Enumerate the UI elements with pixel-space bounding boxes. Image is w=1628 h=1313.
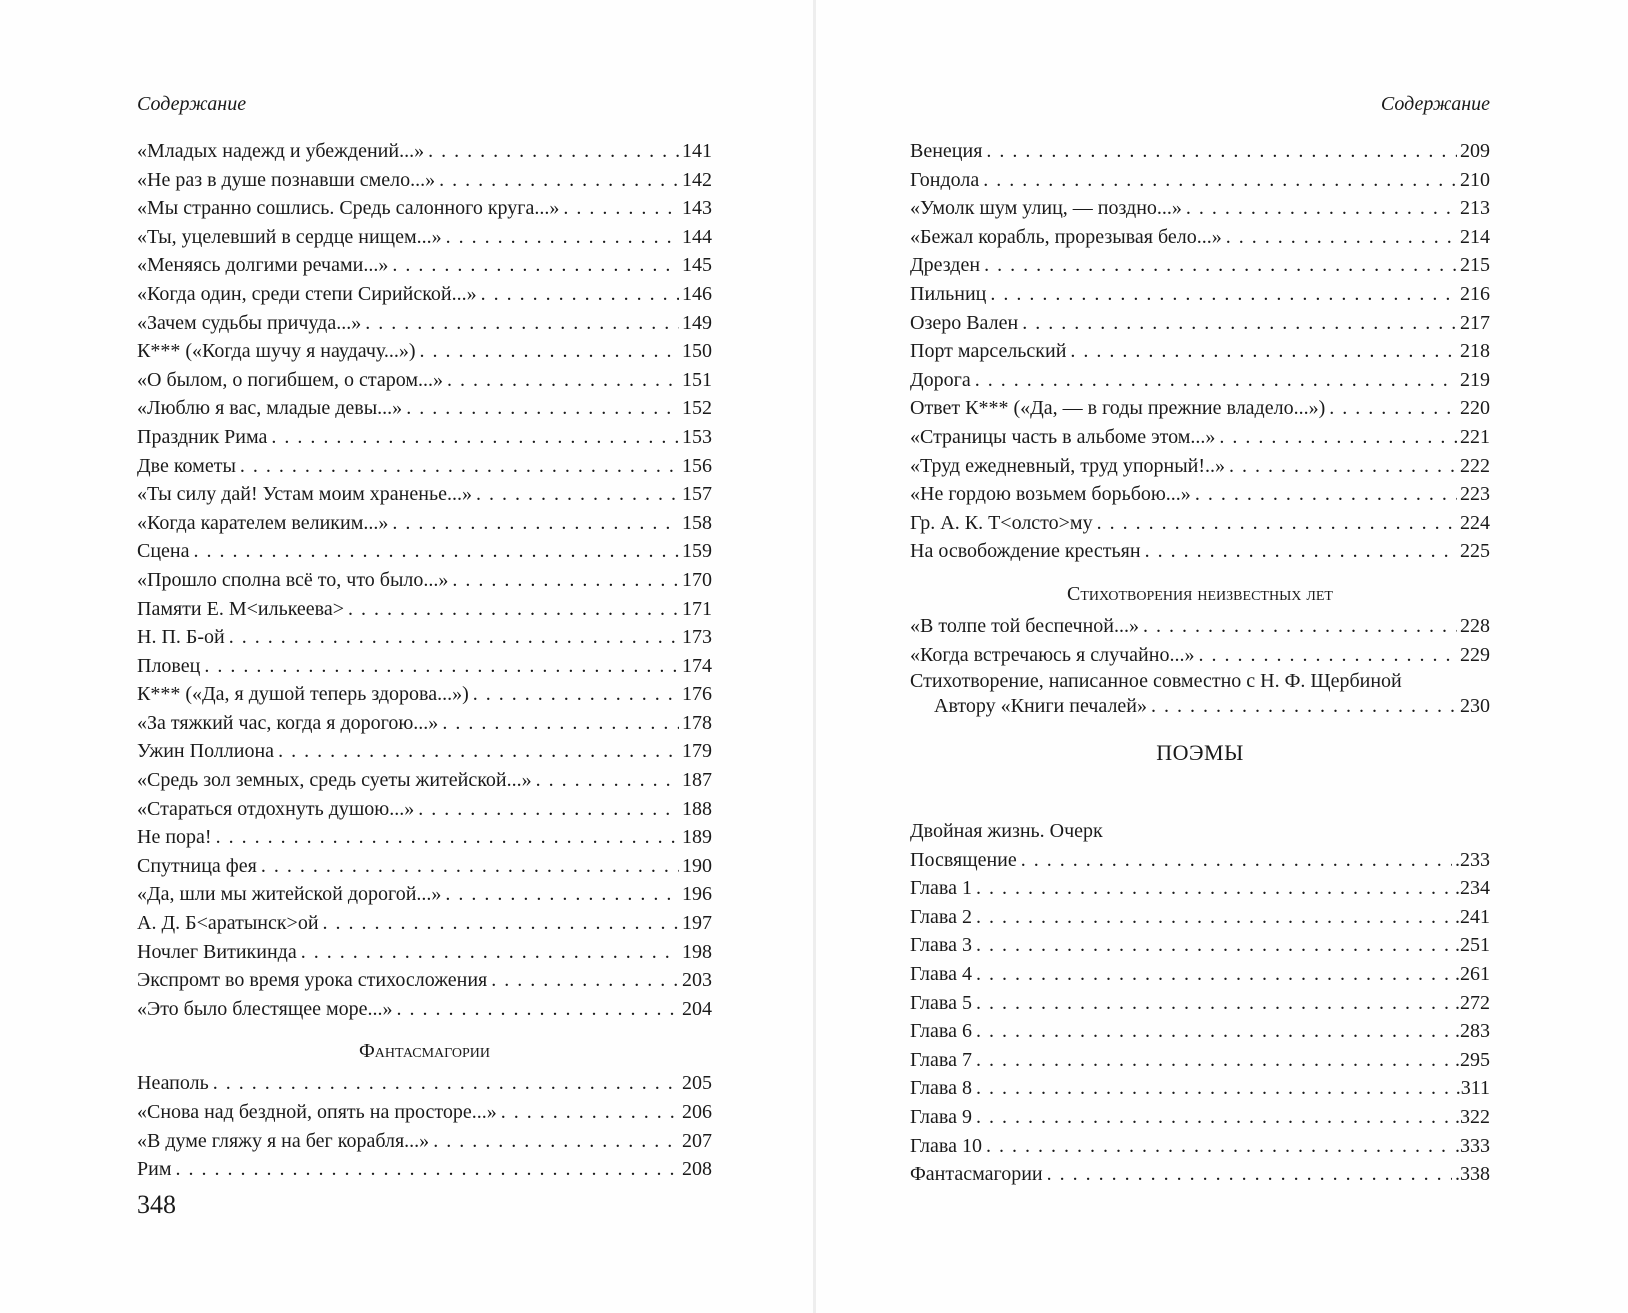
entry-page-number: 198 (682, 940, 712, 963)
dot-leader (976, 1103, 1452, 1132)
entry-title: «Снова над бездной, опять на просторе...» (137, 1101, 497, 1123)
toc-entry[interactable] (137, 1098, 712, 1127)
entry-title-line1: Стихотворение, написанное совместно с Н. Ф. Щербиной (910, 670, 1402, 693)
entry-page-number: 210 (1460, 168, 1490, 191)
entry-title: Глава 3 (910, 934, 972, 957)
entry-page-number: 209 (1460, 140, 1490, 162)
dot-leader (278, 737, 679, 766)
toc-entry[interactable] (910, 612, 1490, 641)
dot-leader (428, 137, 679, 166)
dot-leader (975, 366, 1457, 395)
dot-leader (271, 423, 679, 452)
dot-leader (563, 194, 679, 223)
entry-title: «Зачем судьбы причуда...» (137, 311, 362, 334)
entry-page-number: 158 (682, 511, 712, 534)
toc-entry[interactable] (137, 137, 712, 166)
dot-leader (984, 251, 1457, 280)
entry-page-number: .234 (1455, 877, 1490, 900)
entry-page-number: 222 (1460, 454, 1490, 477)
toc-entry[interactable] (137, 1155, 712, 1184)
dot-leader (445, 880, 679, 909)
entry-page-number: 204 (682, 997, 712, 1020)
dot-leader (473, 680, 679, 709)
entry-title: Праздник Рима (137, 425, 268, 448)
dot-leader (976, 1046, 1452, 1075)
toc-entry[interactable] (137, 566, 712, 595)
entry-title: «Ты, уцелевший в сердце нищем...» (137, 225, 442, 248)
entry-page-number: 215 (1460, 254, 1490, 277)
section-heading-fantasmagorii: Фантасмагории (358, 1040, 491, 1063)
work-title: Двойная жизнь. Очерк (910, 820, 1103, 843)
entry-page-number: 171 (682, 597, 712, 620)
page-number: 348 (137, 1190, 176, 1219)
entry-page-number: 187 (682, 769, 712, 792)
dot-leader (986, 137, 1457, 166)
toc-entry[interactable] (137, 966, 712, 995)
entry-title: «Бежал корабль, прорезывая бело...» (910, 225, 1222, 248)
entry-title: «Когда карателем великим...» (137, 511, 389, 534)
running-head: Содержание (1380, 93, 1490, 115)
toc-entry[interactable] (137, 1069, 712, 1098)
entry-title: К*** («Да, я душой теперь здорова...») (137, 683, 469, 706)
dot-leader (536, 766, 679, 795)
entry-page-number: 219 (1460, 368, 1490, 391)
dot-leader (1226, 223, 1457, 252)
entry-title: «Это было блестящее море...» (137, 997, 393, 1020)
toc-entry[interactable] (137, 480, 712, 509)
toc-entry[interactable] (910, 903, 1490, 932)
entry-title: «О былом, о погибшем, о старом...» (137, 368, 444, 391)
dot-leader (976, 1017, 1452, 1046)
entry-page-number: 214 (1460, 225, 1490, 248)
dot-leader (976, 874, 1452, 903)
toc-entry[interactable] (910, 366, 1490, 395)
entry-title: «Ты силу дай! Устам моим храненье...» (137, 483, 472, 506)
entry-title: Две кометы (137, 454, 236, 477)
entry-page-number: .241 (1455, 905, 1490, 928)
toc-entry[interactable] (137, 1127, 712, 1156)
dot-leader (365, 309, 679, 338)
toc-entry[interactable] (137, 423, 712, 452)
dot-leader (447, 366, 679, 395)
entry-page-number: 188 (682, 797, 712, 820)
entry-title: К*** («Когда шучу я наудачу...») (137, 340, 416, 363)
dot-leader (420, 337, 679, 366)
toc-entry[interactable] (910, 194, 1490, 223)
entry-page-number: 229 (1460, 643, 1490, 666)
entry-title: «Средь зол земных, средь суеты житейской...» (137, 769, 532, 792)
entry-page-number: .311 (1455, 1077, 1490, 1100)
entry-title: Экспромт во время урока стихосложения (137, 969, 488, 992)
dot-leader (1143, 612, 1457, 641)
entry-title: Глава 5 (910, 991, 972, 1014)
entry-title-line2: Автору «Книги печалей» (934, 695, 1148, 718)
entry-page-number: 142 (682, 168, 712, 191)
entry-title: Порт марсельский (910, 340, 1067, 363)
entry-page-number: 224 (1460, 511, 1490, 534)
dot-leader (397, 995, 679, 1024)
toc-entry[interactable] (910, 1017, 1490, 1046)
entry-title: «Не гордою возьмем борьбою...» (910, 483, 1191, 506)
toc-entry[interactable] (910, 960, 1490, 989)
toc-right (910, 137, 1490, 1189)
toc-entry[interactable] (137, 194, 712, 223)
toc-entry[interactable] (910, 874, 1490, 903)
dot-leader (323, 909, 679, 938)
entry-title: «В думе гляжу я на бег корабля...» (137, 1129, 430, 1152)
toc-entry[interactable] (137, 280, 712, 309)
entry-page-number: .322 (1455, 1106, 1490, 1129)
dot-leader (216, 823, 679, 852)
entry-page-number: .333 (1455, 1134, 1490, 1157)
entry-page-number: 213 (1460, 197, 1490, 220)
spacer (910, 566, 1490, 574)
dot-leader (1022, 309, 1457, 338)
entry-title: Глава 1 (910, 877, 972, 900)
entry-page-number: 152 (682, 397, 712, 420)
entry-title: Сцена (137, 540, 190, 563)
dot-leader (976, 1074, 1453, 1103)
toc-entry[interactable] (910, 394, 1490, 423)
dot-leader (1195, 480, 1457, 509)
dot-leader (1151, 693, 1457, 719)
toc-entry[interactable] (910, 480, 1490, 509)
entry-page-number: 190 (682, 854, 712, 877)
dot-leader (406, 394, 679, 423)
toc-entry[interactable] (910, 1132, 1490, 1161)
entry-title: Дорога (910, 368, 971, 391)
dot-leader (481, 280, 679, 309)
toc-entry[interactable] (137, 223, 712, 252)
entry-page-number: 225 (1460, 540, 1490, 563)
toc-entry[interactable] (137, 938, 712, 967)
entry-page-number: 197 (682, 912, 712, 935)
toc-entry[interactable] (910, 452, 1490, 481)
toc-entry[interactable] (910, 1160, 1490, 1189)
toc-entry[interactable] (137, 251, 712, 280)
toc-entries (137, 137, 712, 1023)
entry-page-number: 176 (682, 683, 712, 706)
entry-title: Глава 7 (910, 1048, 972, 1071)
entry-title: Глава 9 (910, 1106, 972, 1129)
toc-entry[interactable] (910, 537, 1490, 566)
entry-title: Фантасмагории (910, 1163, 1043, 1186)
toc-entry[interactable] (910, 641, 1490, 670)
entry-title: Гондола (910, 168, 980, 191)
entry-title: Ночлег Витикинда (137, 940, 297, 963)
entry-page-number: 149 (682, 311, 712, 334)
toc-entry[interactable] (137, 852, 712, 881)
entry-title: Памяти Е. М<илькеева> (137, 597, 345, 620)
entry-page-number: 207 (682, 1129, 712, 1152)
entry-page-number: 159 (682, 540, 712, 563)
entry-title: «Прошло сполна всё то, что было...» (137, 568, 449, 591)
dot-leader (204, 652, 679, 681)
entry-page-number: 206 (682, 1101, 712, 1123)
entry-page-number: 196 (682, 883, 712, 906)
toc-entry[interactable] (137, 737, 712, 766)
entry-page-number: 178 (682, 711, 712, 734)
toc-entry[interactable] (910, 166, 1490, 195)
entry-page-number: 205 (682, 1072, 712, 1095)
entry-title: Рим (137, 1158, 172, 1181)
toc-entry[interactable] (910, 223, 1490, 252)
entry-title: Ответ К*** («Да, — в годы прежние владело...») (910, 397, 1326, 420)
entry-page-number: 170 (682, 568, 712, 591)
dot-leader (1047, 1160, 1452, 1189)
entry-page-number: .283 (1455, 1020, 1490, 1043)
entry-page-number: 174 (682, 654, 712, 677)
dot-leader (983, 166, 1457, 195)
entry-title: «Не раз в душе познавши смело...» (137, 168, 436, 191)
toc-entry[interactable] (910, 423, 1490, 452)
entry-page-number: 218 (1460, 340, 1490, 363)
toc-entry[interactable] (910, 280, 1490, 309)
entry-page-number: 145 (682, 254, 712, 277)
toc-entry[interactable] (910, 989, 1490, 1018)
toc-entry[interactable] (137, 166, 712, 195)
toc-entry[interactable] (137, 537, 712, 566)
running-head: Содержание (137, 93, 247, 115)
entry-page-number: 156 (682, 454, 712, 477)
entry-page-number: 208 (682, 1158, 712, 1181)
entry-title: Пловец (137, 654, 201, 677)
toc-entry[interactable] (137, 452, 712, 481)
spacer (137, 1023, 712, 1031)
entry-title: «Люблю я вас, младые девы...» (137, 397, 403, 420)
section-heading-unknown-years: Стихотворения неизвестных лет (1066, 582, 1333, 605)
dot-leader (392, 251, 679, 280)
entry-page-number: .261 (1455, 963, 1490, 986)
toc-entry[interactable] (137, 595, 712, 624)
toc-entry[interactable] (137, 366, 712, 395)
toc-left (137, 137, 712, 1184)
toc-entry[interactable] (910, 137, 1490, 166)
entry-page-number: 144 (682, 225, 712, 248)
entry-page-number: 221 (1460, 425, 1490, 448)
entry-page-number: 189 (682, 826, 712, 849)
entry-title: Дрезден (910, 254, 981, 277)
toc-entry[interactable] (137, 309, 712, 338)
dot-leader (442, 709, 679, 738)
entry-title-line2-row (910, 693, 1490, 719)
toc-entry-multiline[interactable] (910, 669, 1490, 719)
entry-title: Посвящение (910, 848, 1017, 871)
entry-title: Спутница фея (137, 854, 257, 877)
dot-leader (1097, 509, 1457, 538)
toc-entries-unknown-years (910, 612, 1490, 669)
entry-title: «В толпе той беспечной...» (910, 614, 1140, 637)
entry-title: Гр. А. К. Т<олсто>му (910, 511, 1093, 534)
toc-entry[interactable] (910, 1103, 1490, 1132)
dot-leader (1198, 641, 1457, 670)
dot-leader (976, 903, 1452, 932)
dot-leader (261, 852, 679, 881)
entry-page-number: .338 (1455, 1163, 1490, 1186)
toc-entry[interactable] (137, 337, 712, 366)
entry-page-number: 146 (682, 282, 712, 305)
entry-title: «Младых надежд и убеждений...» (137, 140, 425, 162)
entry-page-number: .233 (1455, 848, 1490, 871)
dot-leader (1329, 394, 1457, 423)
dot-leader (433, 1127, 679, 1156)
entry-page-number: 173 (682, 626, 712, 649)
entry-page-number: 220 (1460, 397, 1490, 420)
dot-leader (1145, 537, 1457, 566)
toc-entry[interactable] (910, 309, 1490, 338)
toc-entry[interactable] (910, 1046, 1490, 1075)
entry-title: Глава 6 (910, 1020, 972, 1043)
dot-leader (392, 509, 679, 538)
entry-title: Пильниц (910, 282, 987, 305)
toc-entry[interactable] (137, 880, 712, 909)
entry-page-number: 228 (1460, 614, 1490, 637)
entry-title: Н. П. Б-ой (137, 626, 225, 649)
toc-entry[interactable] (910, 846, 1490, 875)
dot-leader (990, 280, 1457, 309)
toc-entry[interactable] (910, 931, 1490, 960)
entry-title: А. Д. Б<аратынск>ой (137, 912, 319, 935)
entry-page-number: 203 (682, 969, 712, 992)
entry-title: Глава 2 (910, 905, 972, 928)
toc-entry[interactable] (910, 337, 1490, 366)
toc-entry[interactable] (137, 680, 712, 709)
dot-leader (446, 223, 679, 252)
dot-leader (229, 623, 679, 652)
dot-leader (213, 1069, 679, 1098)
toc-entry[interactable] (910, 1074, 1490, 1103)
entry-title: «Умолк шум улиц, — поздно...» (910, 197, 1182, 220)
entry-page-number: 143 (682, 197, 712, 220)
toc-entry[interactable] (137, 652, 712, 681)
entry-page-number: 153 (682, 425, 712, 448)
toc-entries-poems (910, 846, 1490, 1189)
entry-title: «Меняясь долгими речами...» (137, 254, 389, 277)
toc-entry[interactable] (910, 509, 1490, 538)
section-heading-poems: ПОЭМЫ (1156, 740, 1244, 766)
dot-leader (175, 1155, 679, 1184)
entry-title: Ужин Поллиона (137, 740, 275, 763)
entry-title: «Мы странно сошлись. Средь салонного круга...» (137, 197, 560, 220)
dot-leader (194, 537, 680, 566)
entry-title: На освобождение крестьян (910, 540, 1141, 563)
entry-page-number: 216 (1460, 282, 1490, 305)
entry-title: Глава 10 (910, 1134, 982, 1157)
dot-leader (301, 938, 679, 967)
entry-title: Озеро Вален (910, 311, 1019, 334)
entry-page-number: .272 (1455, 991, 1490, 1014)
entry-title: «Труд ежедневный, труд упорный!..» (910, 454, 1226, 477)
right-page (816, 0, 1628, 1313)
entry-title: Не пора! (137, 826, 212, 849)
dot-leader (1021, 846, 1452, 875)
toc-entry[interactable] (137, 995, 712, 1024)
entry-page-number: .295 (1455, 1048, 1490, 1071)
entry-title: «Да, шли мы житейской дорогой...» (137, 883, 442, 906)
toc-entry[interactable] (137, 394, 712, 423)
dot-leader (986, 1132, 1452, 1161)
toc-entry[interactable] (137, 909, 712, 938)
dot-leader (976, 960, 1452, 989)
dot-leader (1070, 337, 1457, 366)
spacer (910, 789, 1490, 817)
dot-leader (348, 595, 679, 624)
entry-page-number: 217 (1460, 311, 1490, 334)
toc-entry[interactable] (137, 766, 712, 795)
entry-title: «Стараться отдохнуть душою...» (137, 797, 415, 820)
entry-page-number: .251 (1455, 934, 1490, 957)
entry-page-number: 157 (682, 483, 712, 506)
left-page (0, 0, 813, 1313)
dot-leader (976, 931, 1452, 960)
entry-title: «За тяжкий час, когда я дорогою...» (137, 711, 439, 734)
toc-entries (910, 137, 1490, 566)
toc-entry[interactable] (137, 509, 712, 538)
entry-page-number: 230 (1460, 695, 1490, 718)
toc-entry[interactable] (137, 623, 712, 652)
entry-page-number: 179 (682, 740, 712, 763)
dot-leader (501, 1098, 679, 1127)
toc-entry[interactable] (137, 795, 712, 824)
toc-entries-fantasmagorii (137, 1069, 712, 1183)
dot-leader (1186, 194, 1457, 223)
entry-title: Глава 8 (910, 1077, 972, 1100)
dot-leader (418, 795, 679, 824)
toc-entry[interactable] (910, 251, 1490, 280)
dot-leader (976, 989, 1452, 1018)
entry-page-number: 141 (682, 140, 712, 162)
entry-page-number: 151 (682, 368, 712, 391)
entry-title: «Страницы часть в альбоме этом...» (910, 425, 1216, 448)
entry-page-number: 150 (682, 340, 712, 363)
entry-title: «Когда один, среди степи Сирийской...» (137, 282, 477, 305)
dot-leader (476, 480, 679, 509)
dot-leader (1219, 423, 1457, 452)
dot-leader (240, 452, 679, 481)
toc-entry[interactable] (137, 709, 712, 738)
entry-title: Неаполь (137, 1072, 209, 1095)
entry-title: Венеция (910, 140, 983, 162)
entry-page-number: 223 (1460, 483, 1490, 506)
dot-leader (452, 566, 679, 595)
dot-leader (1229, 452, 1457, 481)
toc-entry[interactable] (137, 823, 712, 852)
dot-leader (491, 966, 679, 995)
entry-title: Глава 4 (910, 963, 972, 986)
dot-leader (439, 166, 679, 195)
entry-title: «Когда встречаюсь я случайно...» (910, 643, 1195, 666)
